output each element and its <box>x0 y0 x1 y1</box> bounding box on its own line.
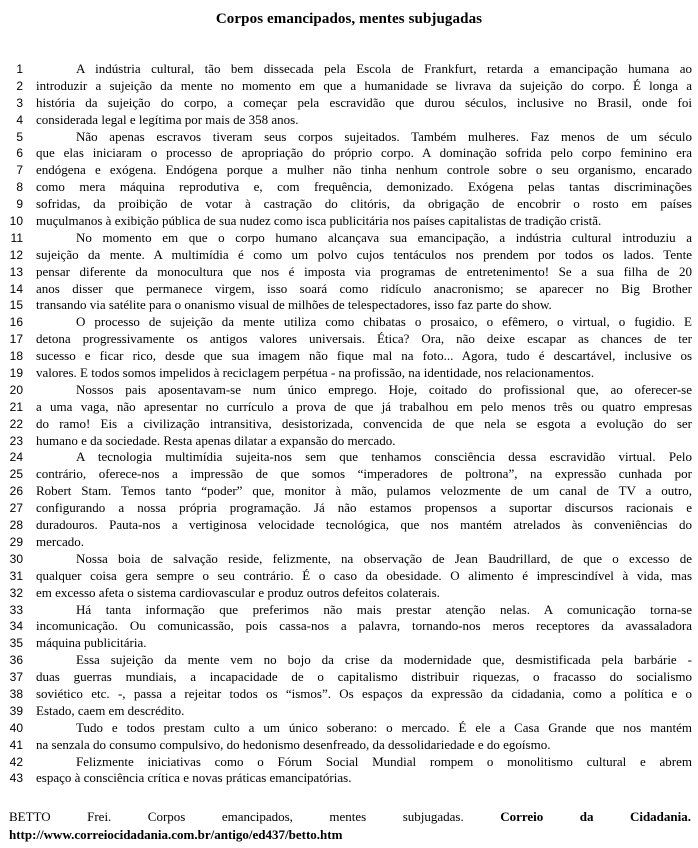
line-text: a uma vaga, não apresentar no currículo a prova de que já trabalhou em pelo menos três ou quatro empresas <box>36 398 692 414</box>
line-text: espaço à consciência crítica e novas práticas emancipatórias. <box>36 770 352 786</box>
text-line <box>0 129 698 146</box>
line-number: 33 <box>9 602 23 617</box>
line-number: 30 <box>9 551 23 566</box>
line-text: qualquer coisa gera sempre o seu contrário. É o caso da obesidade. O alimento é imprescindível à vida, mas <box>36 567 692 583</box>
line-text: Nossa boia de salvação reside, felizmente, na observação de Jean Baudrillard, de que o excesso de <box>76 550 692 566</box>
line-number: 42 <box>9 754 23 769</box>
text-line <box>0 737 698 754</box>
line-text: Essa sujeição da mente vem no bojo da crise da modernidade que, desmistificada pela barbárie - <box>76 652 692 668</box>
line-number: 19 <box>9 366 23 381</box>
document-title: Corpos emancipados, mentes subjugadas <box>215 11 483 27</box>
text-line <box>0 281 698 298</box>
line-number: 16 <box>9 315 23 330</box>
line-text: A indústria cultural, tão bem dissecada pela Escola de Frankfurt, retarda a emancipação humana ao <box>76 61 692 76</box>
line-number: 14 <box>9 281 23 296</box>
line-text: configurando a nossa própria programação. Já não estamos propensos a suportar discursos racionais e <box>36 500 692 516</box>
line-text: em excesso afeta o sistema cardiovascular e produz outros defeitos colaterais. <box>36 584 440 600</box>
line-number: 31 <box>9 568 23 583</box>
line-number: 1 <box>16 62 23 76</box>
line-number: 18 <box>9 349 23 364</box>
line-text: do ramo! Eis a civilização intransitiva, desistorizada, convencida de que nela se esgota a evolução do ser <box>36 415 692 431</box>
text-line <box>0 568 698 585</box>
text-line <box>0 297 698 314</box>
text-line <box>0 720 698 737</box>
text-line <box>0 770 698 787</box>
line-number: 36 <box>9 653 23 668</box>
line-text: humano e da sociedade. Resta apenas dilatar a expansão do mercado. <box>36 432 396 448</box>
text-line <box>0 145 698 162</box>
line-text: pensar diferente da monocultura que nos é imposta via programas de entretenimento! Se a sua filha de 20 <box>36 263 692 279</box>
text-line <box>0 196 698 213</box>
text-line <box>0 264 698 281</box>
text-line <box>0 382 698 399</box>
line-number: 26 <box>9 484 23 499</box>
line-number: 7 <box>16 163 23 178</box>
line-number: 6 <box>16 146 23 161</box>
line-number: 37 <box>9 670 23 685</box>
line-text: A tecnologia multimídia sujeita-nos sem que tenhamos consciência dessa escravidão virtual. Pelo <box>76 449 692 465</box>
text-line <box>0 213 698 230</box>
line-text: Há tanta informação que preferimos não mais prestar atenção nelas. A comunicação torna-se <box>76 601 692 617</box>
line-number: 43 <box>9 771 23 786</box>
line-number: 29 <box>9 534 23 549</box>
line-number: 27 <box>9 501 23 516</box>
line-text: Estado, caem em descrédito. <box>36 702 185 718</box>
line-text: muçulmanos à exibição pública de sua nudez como isca publicitária nos países capitalistas de tradição cristã. <box>36 213 602 229</box>
line-number: 2 <box>16 78 23 93</box>
line-number: 15 <box>9 298 23 313</box>
text-line <box>0 652 698 669</box>
text-line <box>0 500 698 517</box>
text-line <box>0 585 698 602</box>
line-text: Felizmente iniciativas como o Fórum Social Mundial rompem o monolitismo cultural e abrem <box>76 753 692 769</box>
line-text: sujeição da mente. A multimídia é como um polvo cujos tentáculos nos prendem por todos os lados. Tente <box>36 246 692 262</box>
line-text: soviético etc. -, passa a rejeitar todos os “ismos”. Os espaços da expressão da cidadania, como a política e o <box>36 685 692 701</box>
line-number: 32 <box>9 585 23 600</box>
line-text: sofridas, da proibição de votar à castração do clitóris, da obrigação de encobrir o rosto em países <box>36 196 692 212</box>
line-text: duradouros. Pauta-nos a vertiginosa velocidade tecnológica, que nos mantém atrelados às conveniências do <box>36 517 692 533</box>
line-text: O processo de sujeição da mente utiliza como chibatas o prosaico, o efêmero, o virtual, o fugidio. E <box>76 314 692 330</box>
citation-url: http://www.correiocidadania.com.br/antigo/ed437/betto.htm <box>9 826 343 842</box>
text-body <box>0 61 698 787</box>
line-number: 40 <box>9 720 23 735</box>
line-text: mercado. <box>36 533 85 549</box>
line-text: que elas iniciaram o processo de apropriação do próprio corpo. A dominação sofrida pelo corpo feminino era <box>36 145 692 161</box>
text-line <box>0 449 698 466</box>
line-number: 4 <box>16 112 23 127</box>
line-number: 5 <box>16 129 23 144</box>
text-line <box>0 314 698 331</box>
line-number: 13 <box>9 264 23 279</box>
text-line <box>0 433 698 450</box>
line-text: como mera máquina reprodutiva e, com frequência, demonizado. Exógena pelas tantas discriminações <box>36 179 692 195</box>
citation-reference-text: BETTO Frei. Corpos emancipados, mentes subjugadas. <box>9 809 464 824</box>
text-line <box>0 78 698 95</box>
line-text: duas guerras mundiais, a incapacidade de o capitalismo distribuir riquezas, o fracasso do socialismo <box>36 669 692 685</box>
text-line <box>0 399 698 416</box>
text-line <box>0 618 698 635</box>
text-line <box>0 179 698 196</box>
text-line <box>0 95 698 112</box>
line-number: 22 <box>9 416 23 431</box>
line-text: incomunicação. Ou comunicassão, pois cassa-nos a palavra, tornando-nos meros receptores da avassaladora <box>36 618 692 634</box>
text-line <box>0 112 698 129</box>
line-number: 9 <box>16 197 23 212</box>
line-text: Nossos pais aposentavam-se num único emprego. Hoje, coitado do profissional que, ao oferecer-se <box>76 381 692 397</box>
line-number: 39 <box>9 703 23 718</box>
line-text: anos disser que permanece virgem, isso soará como ridículo anacronismo; se aparecer no Big Brother <box>36 280 692 296</box>
line-number: 10 <box>9 214 23 229</box>
line-number: 28 <box>9 518 23 533</box>
line-number: 3 <box>16 95 23 110</box>
text-line <box>0 365 698 382</box>
line-text: Tudo e todos prestam culto a um único soberano: o mercado. É ele a Casa Grande que nos mantém <box>76 719 692 735</box>
text-line <box>0 602 698 619</box>
text-line <box>0 754 698 771</box>
line-number: 11 <box>10 230 23 245</box>
line-text: Robert Stam. Temos tanto “poder” que, monitor à mão, pulamos velozmente de um canal de TV a outro, <box>36 483 692 499</box>
citation-reference-line <box>9 808 691 826</box>
line-text: considerada legal e legítima por mais de 358 anos. <box>36 111 299 127</box>
line-number: 21 <box>9 399 23 414</box>
line-text: Não apenas escravos tiveram seus corpos sujeitados. Também mulheres. Faz menos de um século <box>76 128 692 144</box>
text-line <box>0 61 698 78</box>
citation <box>9 808 691 843</box>
line-text: na senzala do consumo compulsivo, do hedonismo desenfreado, da dessolidariedade e do egoísmo. <box>36 736 551 752</box>
text-line <box>0 635 698 652</box>
text-line <box>0 466 698 483</box>
line-number: 34 <box>9 619 23 634</box>
line-number: 17 <box>9 332 23 347</box>
line-number: 35 <box>9 636 23 651</box>
text-line <box>0 483 698 500</box>
line-number: 20 <box>9 382 23 397</box>
text-line <box>0 230 698 247</box>
citation-source: Correio da Cidadania. <box>500 809 692 824</box>
line-text: valores. E todos somos impelidos à reciclagem perpétua - na profissão, na identidade, nos relacionamentos. <box>36 365 595 381</box>
line-number: 24 <box>9 450 23 465</box>
text-line <box>0 247 698 264</box>
text-line <box>0 348 698 365</box>
line-number: 41 <box>9 737 23 752</box>
line-number: 12 <box>9 247 23 262</box>
text-line <box>0 416 698 433</box>
line-text: contrário, oferece-nos a impressão de que somos “imperadores de poltrona”, na expressão cunhada por <box>36 466 692 482</box>
line-number: 38 <box>9 686 23 701</box>
line-number: 25 <box>9 467 23 482</box>
line-text: detona progressivamente os antigos valores universais. Ética? Ora, não deixe escapar as chances de ter <box>36 331 692 347</box>
line-number: 23 <box>9 433 23 448</box>
line-text: máquina publicitária. <box>36 635 147 651</box>
text-line <box>0 331 698 348</box>
line-text: transando via satélite para o onanismo visual de milhões de telespectadores, isso faz parte do show. <box>36 297 552 313</box>
line-number: 8 <box>16 180 23 195</box>
text-line <box>0 534 698 551</box>
line-text: endógena e exógena. Endógena porque a mulher não tinha nenhum controle sobre o seu organismo, encarado <box>36 162 692 178</box>
text-line <box>0 162 698 179</box>
line-text: introduzir a sujeição da mente no momento em que a humanidade se livrava da sujeição do corpo. É longa a <box>36 77 692 93</box>
text-line <box>0 703 698 720</box>
line-text: No momento em que o corpo humano alcançava sua emancipação, a indústria cultural introduziu a <box>76 229 692 245</box>
text-line <box>0 686 698 703</box>
line-text: sucesso e ficar rico, desde que sua imagem não fique mal na foto... Agora, tudo é descartável, inclusive os <box>36 348 692 364</box>
line-text: história da sujeição do corpo, a começar pela escravidão que durou séculos, inclusive no Brasil, onde foi <box>36 94 692 110</box>
text-line <box>0 551 698 568</box>
text-line <box>0 669 698 686</box>
text-line <box>0 517 698 534</box>
